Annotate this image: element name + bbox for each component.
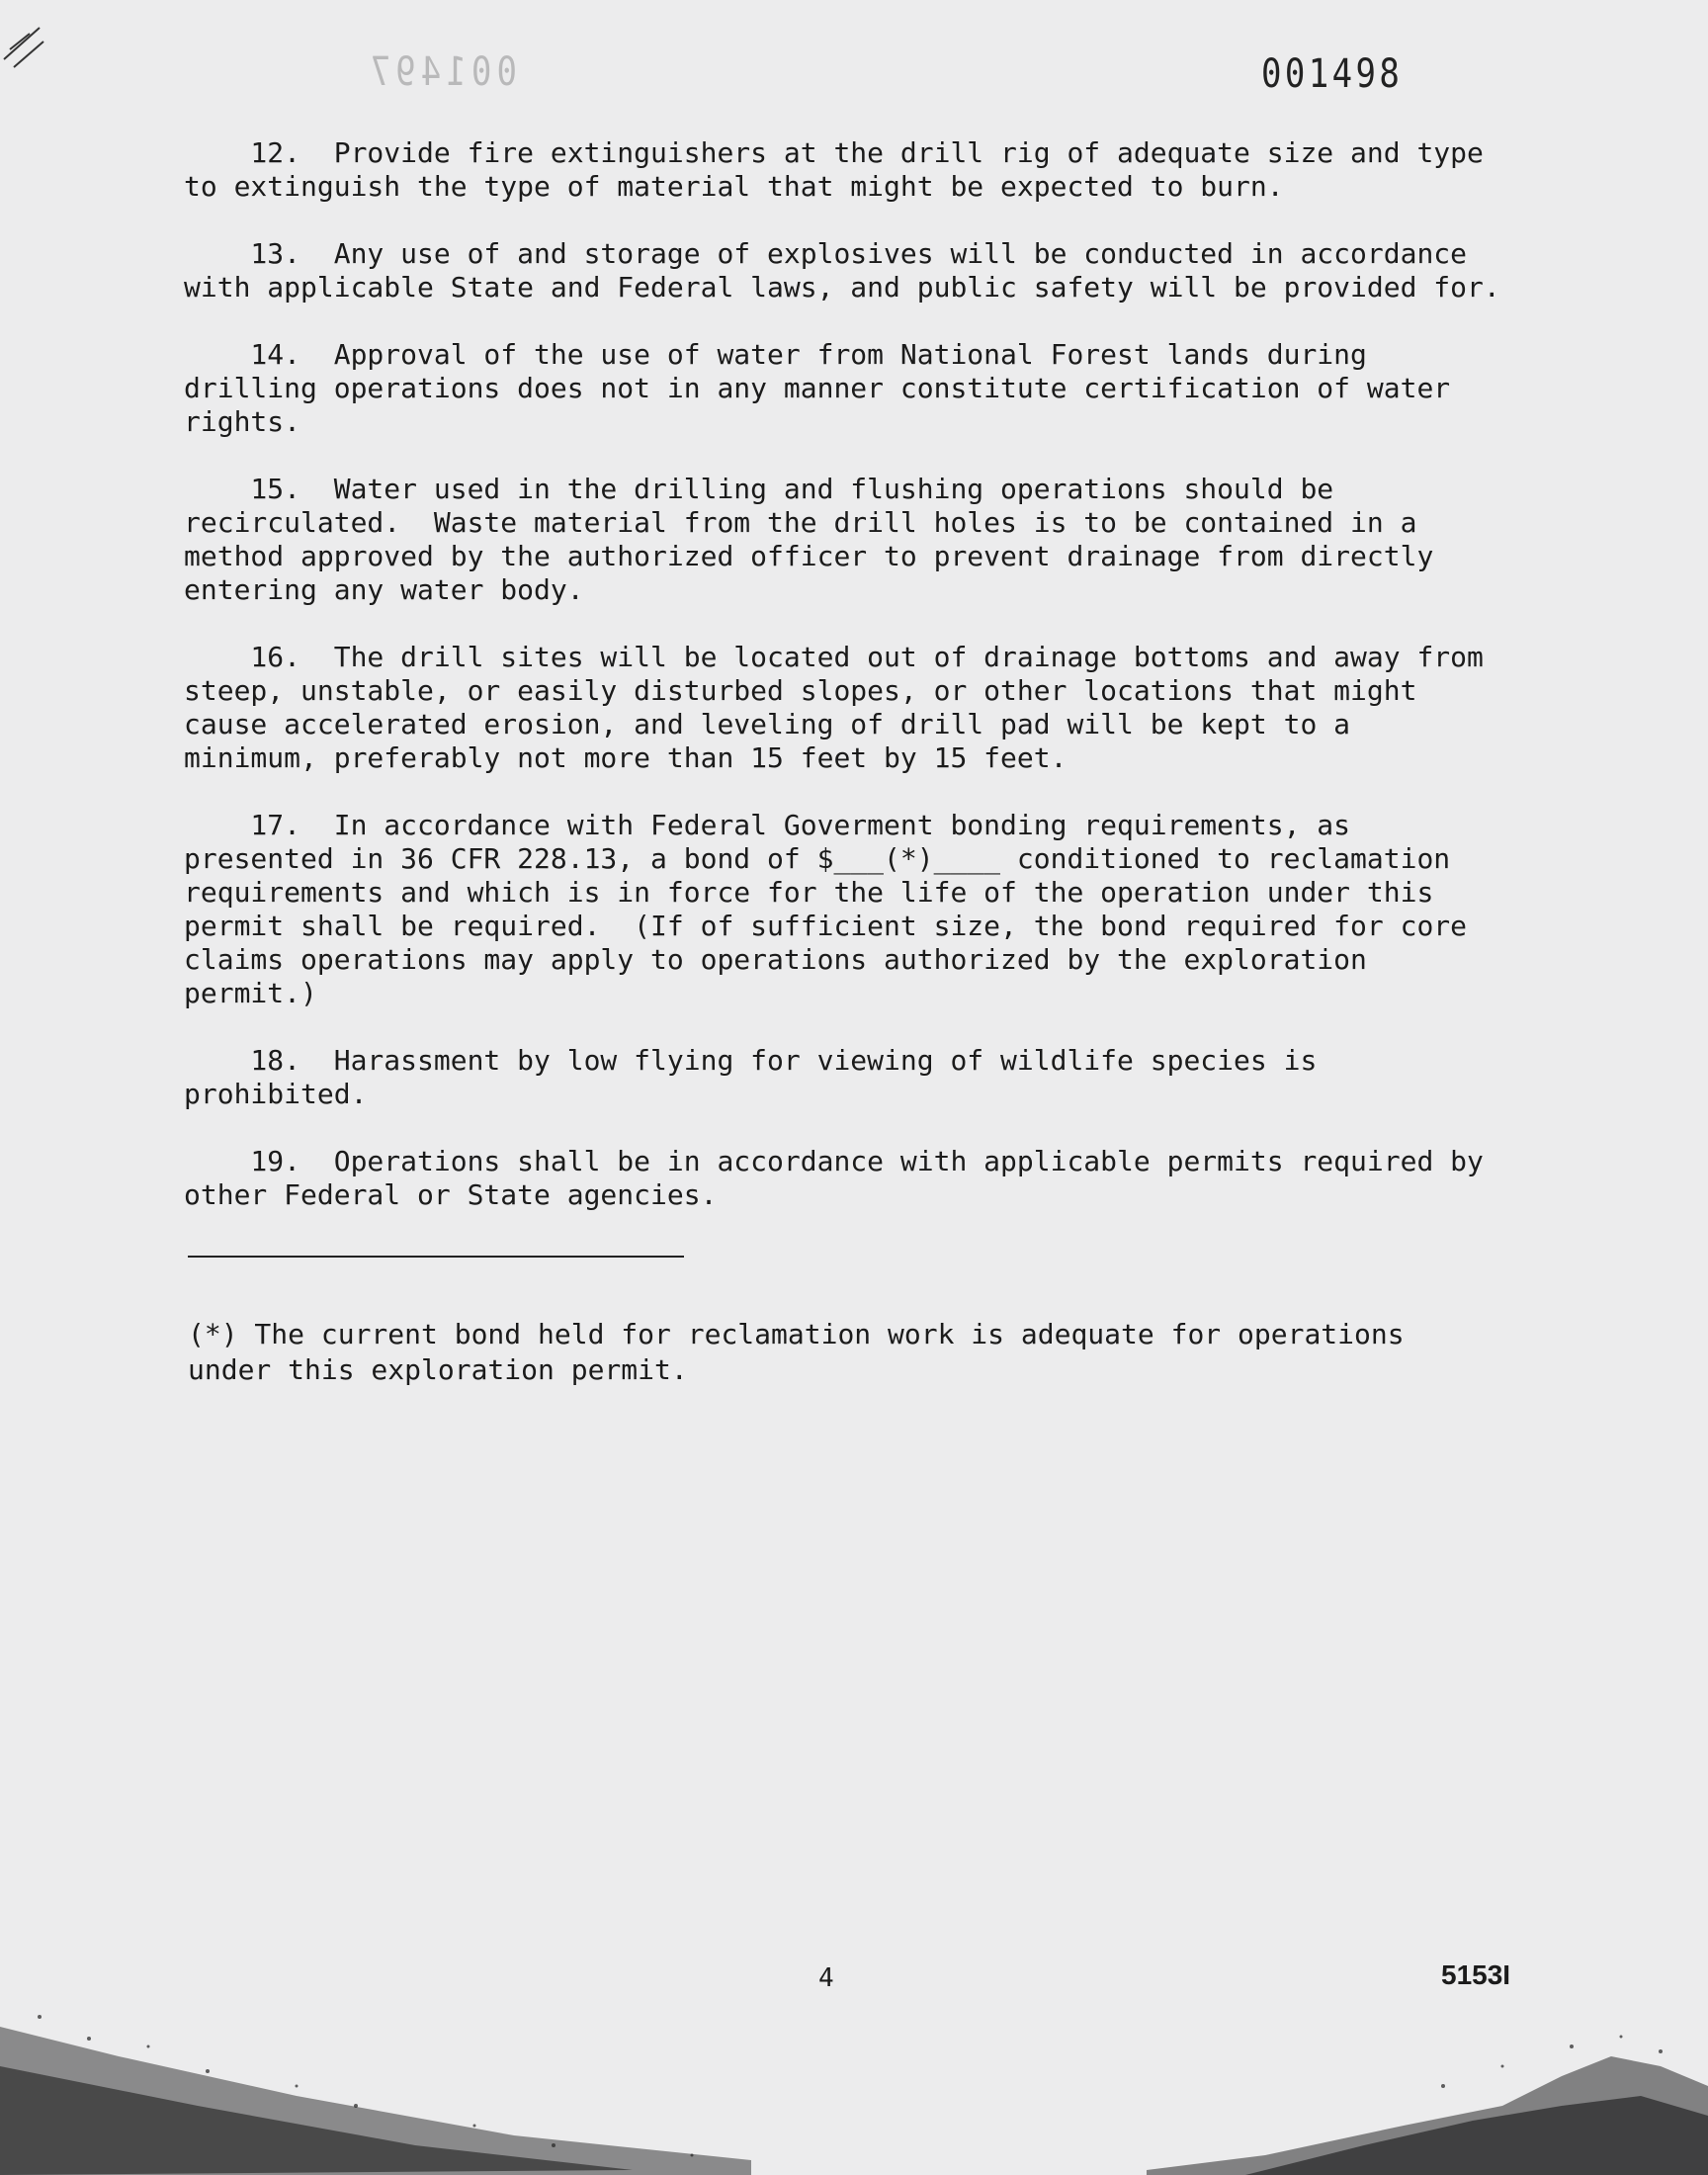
scan-smudge-left bbox=[0, 1987, 751, 2175]
condition-12: 12. Provide fire extinguishers at the drill rig of adequate size and type to extinguish the type of material that might be expected to burn. bbox=[184, 136, 1484, 203]
condition-18: 18. Harassment by low flying for viewing of wildlife species is prohibited. bbox=[184, 1044, 1318, 1110]
bleed-through-number: 001497 bbox=[365, 49, 517, 95]
bond-footnote: (*) The current bond held for reclamation work is adequate for operations under this exploration permit. bbox=[188, 1318, 1405, 1386]
condition-15: 15. Water used in the drilling and flushing operations should be recirculated. Waste material from the drill holes is to be contained in a method approved by the authorized officer to prevent drainage from directly entering any water body. bbox=[184, 473, 1434, 606]
scan-smudge-right bbox=[1147, 1997, 1708, 2175]
corner-mark bbox=[0, 20, 59, 79]
page-number: 4 bbox=[818, 1963, 834, 1993]
condition-13: 13. Any use of and storage of explosives will be conducted in accordance with applicable State and Federal laws, and public safety will be provided for. bbox=[184, 237, 1500, 304]
condition-19: 19. Operations shall be in accordance with applicable permits required by other Federal or State agencies. bbox=[184, 1145, 1484, 1211]
form-code: 5153I bbox=[1441, 1959, 1511, 1990]
permit-conditions bbox=[184, 136, 1528, 1246]
footnote-divider bbox=[188, 1256, 684, 1258]
condition-16: 16. The drill sites will be located out of drainage bottoms and away from steep, unstable, or easily disturbed slopes, or other locations that might cause accelerated erosion, and leveling of drill pad will be kept to a minimum, preferably not more than 15 feet by 15 feet. bbox=[184, 641, 1484, 774]
condition-14: 14. Approval of the use of water from National Forest lands during drilling operations does not in any manner constitute certification of water rights. bbox=[184, 338, 1451, 438]
condition-17: 17. In accordance with Federal Goverment bonding requirements, as presented in 36 CFR 228.13, a bond of $___(*)____ conditioned to reclamation requirements and which is in force for the life of the operation under this permit shall be required. (If of sufficient size, the bond required for core claims operations may apply to operations authorized by the exploration permit.) bbox=[184, 809, 1468, 1009]
document-number: 001498 bbox=[1261, 51, 1404, 97]
